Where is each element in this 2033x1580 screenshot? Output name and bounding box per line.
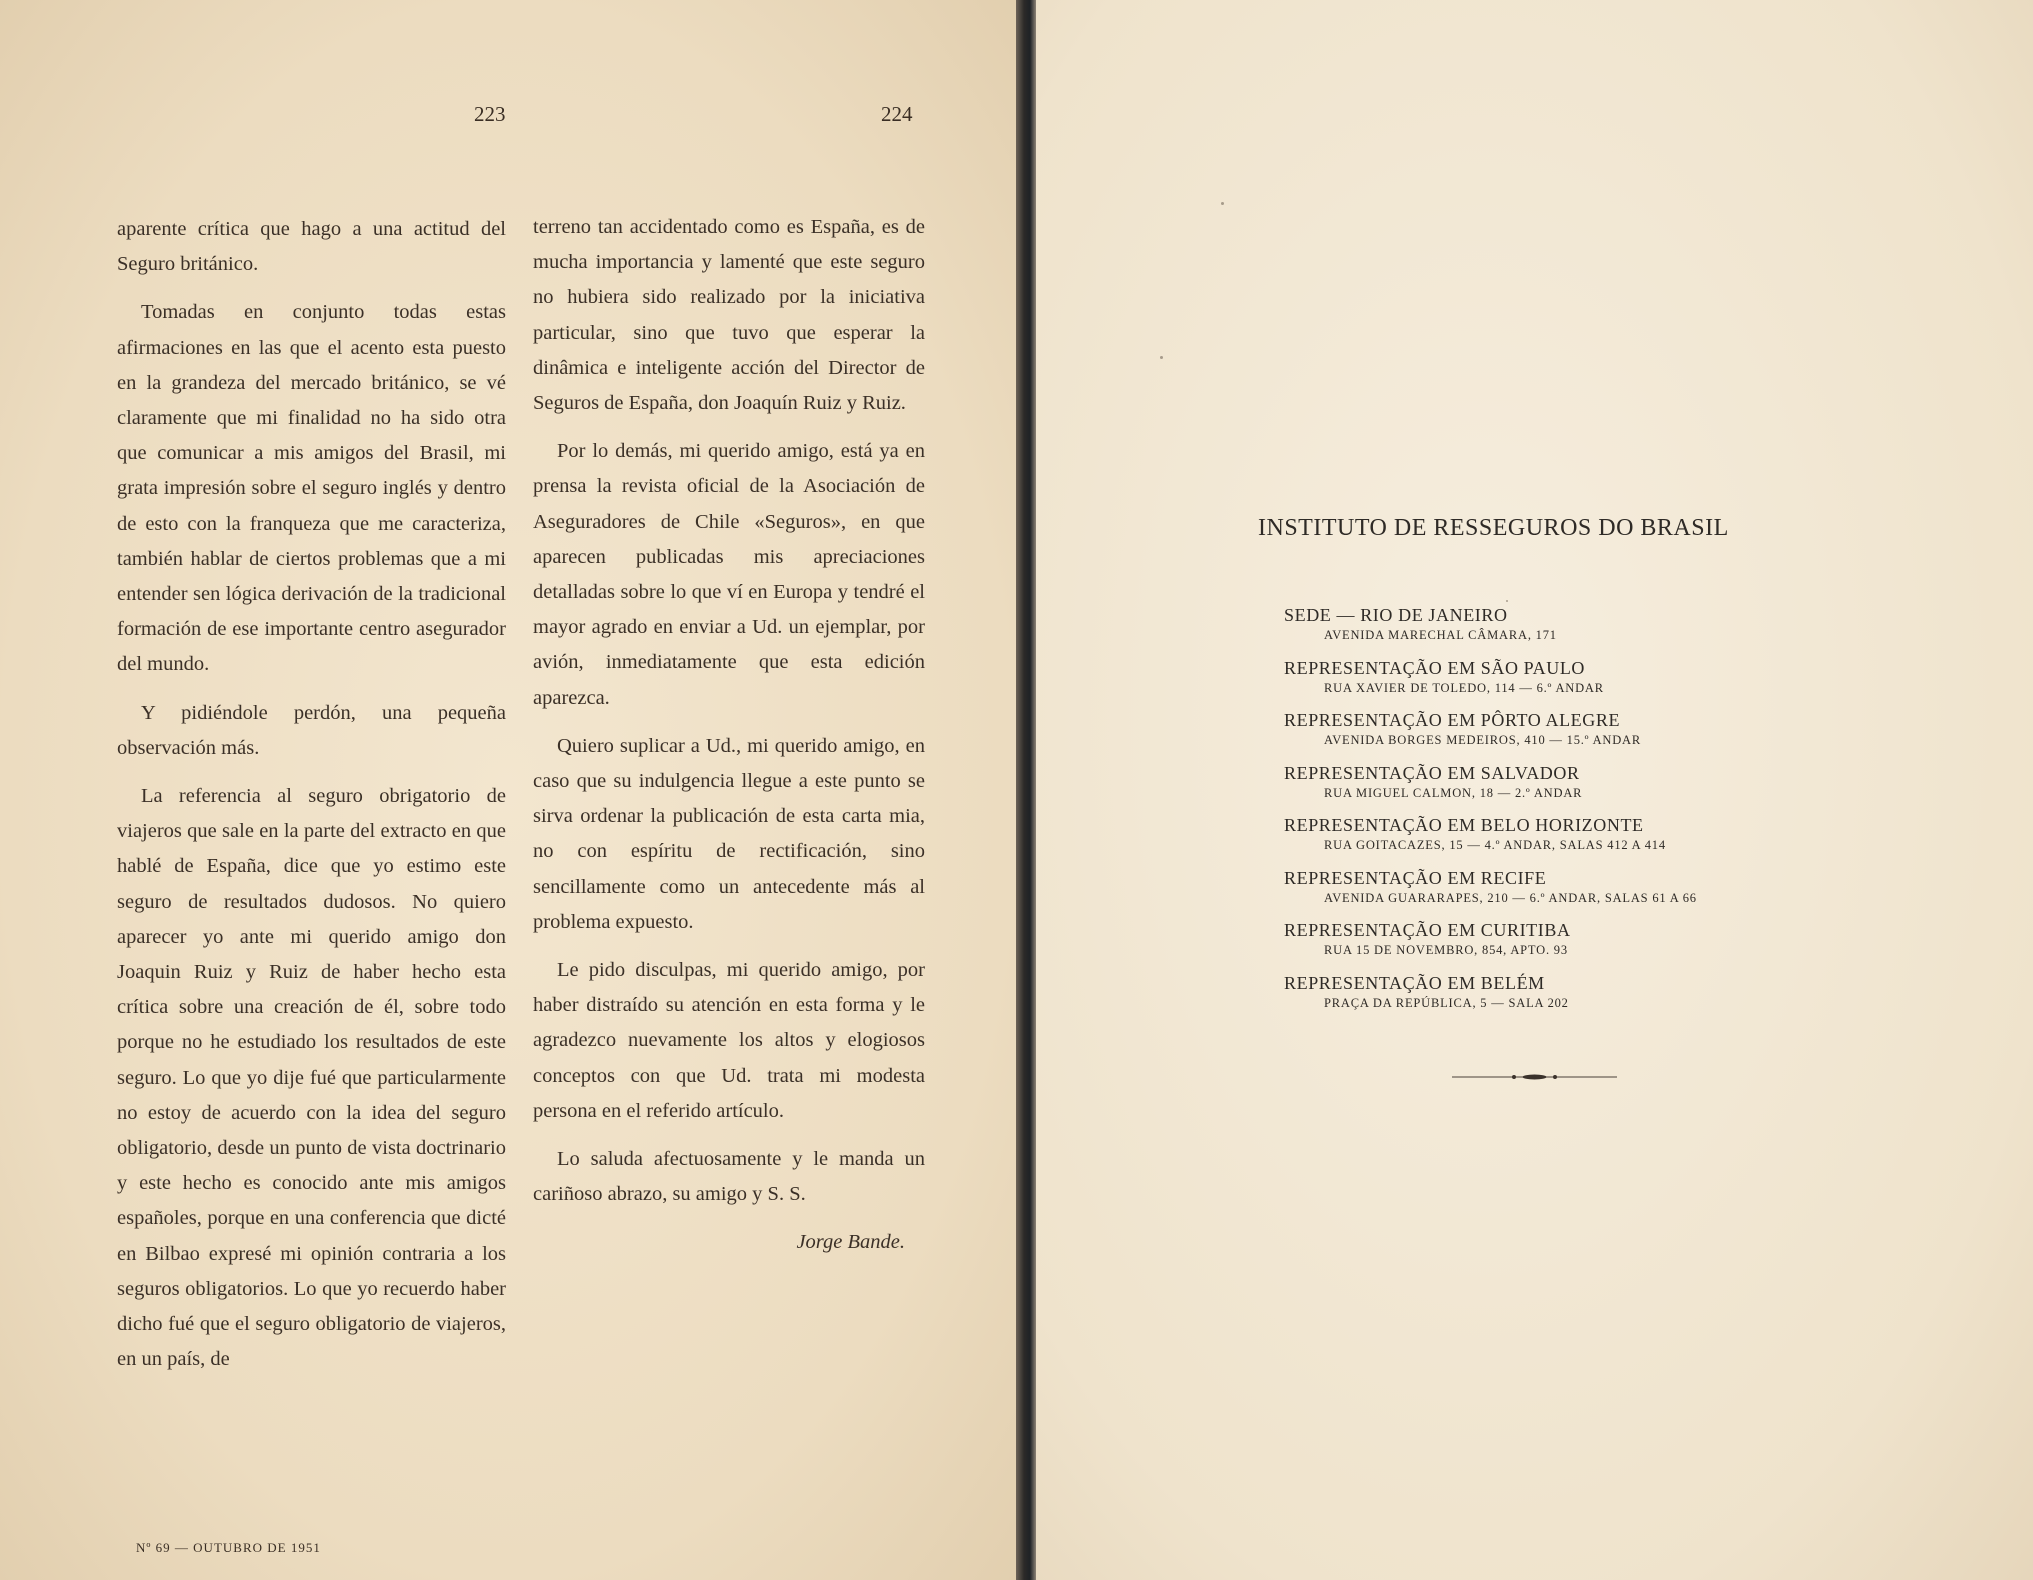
issue-footer: Nº 69 — OUTUBRO DE 1951: [136, 1540, 321, 1555]
office-name: REPRESENTAÇÃO EM CURITIBA: [1284, 920, 1571, 940]
office-name: REPRESENTAÇÃO EM RECIFE: [1284, 867, 1547, 888]
page-number-224: 224: [881, 102, 913, 126]
list-item: [1284, 919, 1697, 972]
paragraph: La referencia al seguro obrigatorio de viajeros que sale en la parte del extracto en que hablé de España, dice que yo estimo este seguro de resultados dudosos. No quiero aparecer yo ante mi querido amigo don Joaquin Ruiz y Ruiz de haber hecho esta crítica sobre una creación de él, sobre todo porque no he estudiado los resultados de este seguro. Lo que yo dije fué que particularmente no estoy de acuerdo con la idea del seguro obligatorio, desde un punto de vista doctrinario y este hecho es conocido ante mis amigos españoles, porque en una conferencia que dicté en Bilbao expresé mi opinión contraria a los seguros obligatorios. Lo que yo recuerdo haber dicho fué que el seguro obligatorio de viajeros, en un país, de: [117, 785, 506, 1371]
list-item: [1284, 604, 1697, 657]
page-number-223: 223: [474, 102, 506, 126]
paper-speck: [1160, 356, 1163, 359]
office-name: REPRESENTAÇÃO EM PÔRTO ALEGRE: [1284, 710, 1621, 730]
paragraph: aparente crítica que hago a una actitud del Seguro británico.: [117, 218, 506, 276]
paragraph: Por lo demás, mi querido amigo, está ya en prensa la revista oficial de la Asociación de Aseguradores de Chile «Seguros», en que aparecen publicadas mis apreciaciones detalladas sobre lo que ví en Europa y tendré el mayor agrado en enviar a Ud. un ejemplar, por avión, inmediatamente que esta edición aparezca.: [533, 440, 925, 709]
office-address: AVENIDA GUARARAPES, 210 — 6.º ANDAR, SALAS 61 A 66: [1324, 890, 1697, 905]
list-item: [1284, 709, 1697, 762]
office-address: RUA MIGUEL CALMON, 18 — 2.º ANDAR: [1324, 785, 1583, 800]
office-address: AVENIDA MARECHAL CÂMARA, 171: [1324, 628, 1557, 642]
paragraph: Y pidiéndole perdón, una pequeña observación más.: [117, 701, 506, 759]
office-name: SEDE — RIO DE JANEIRO: [1284, 605, 1508, 625]
list-item: [1284, 867, 1697, 920]
paper-speck: [1506, 600, 1508, 602]
office-name: REPRESENTAÇÃO EM SALVADOR: [1284, 762, 1580, 783]
text-column-1: [117, 212, 506, 1391]
paragraph: terreno tan accidentado como es España, es de mucha importancia y lamenté que este seguro no hubiera sido realizado por la iniciativa particular, sino que tuvo que esperar la dinâmica e inteligente acción del Director de Seguros de España, don Joaquín Ruiz y Ruiz.: [533, 216, 925, 415]
office-address: PRAÇA DA REPÚBLICA, 5 — SALA 202: [1324, 995, 1569, 1010]
paragraph: Le pido disculpas, mi querido amigo, por haber distraído su atención en esta forma y le agradezco nuevamente los altos y elogiosos conceptos con que Ud. trata mi modesta persona en el referido artículo.: [533, 959, 925, 1122]
institute-title: INSTITUTO DE RESSEGUROS DO BRASIL: [1258, 515, 1729, 541]
list-item: [1284, 972, 1697, 1025]
office-name: REPRESENTAÇÃO EM BELO HORIZONTE: [1284, 815, 1644, 835]
signature: Jorge Bande.: [796, 1231, 905, 1254]
office-name: REPRESENTAÇÃO EM SÃO PAULO: [1284, 657, 1586, 678]
office-address: RUA 15 DE NOVEMBRO, 854, APTO. 93: [1324, 943, 1568, 957]
office-address: RUA XAVIER DE TOLEDO, 114 — 6.º ANDAR: [1324, 680, 1604, 695]
list-item: [1284, 762, 1697, 815]
paragraph: Tomadas en conjunto todas estas afirmaciones en las que el acento esta puesto en la grandeza del mercado británico, se vé claramente que mi finalidad no ha sido otra que comunicar a mis amigos del Brasil, mi grata impresión sobre el seguro inglés y dentro de esto con la franqueza que me caracteriza, también hablar de ciertos problemas que a mi entender sen lógica derivación de la tradicional formación de ese importante centro asegurador del mundo.: [117, 301, 506, 676]
ornament-divider: [1452, 1074, 1617, 1080]
text-column-2: [533, 210, 925, 1261]
paragraph: Lo saluda afectuosamente y le manda un cariñoso abrazo, su amigo y S. S.: [533, 1148, 925, 1206]
paper-speck: [1221, 202, 1224, 205]
office-address: RUA GOITACAZES, 15 — 4.º ANDAR, SALAS 412 A 414: [1324, 838, 1666, 852]
representations-list: [1284, 604, 1697, 1024]
left-page: [0, 0, 1016, 1580]
office-name: REPRESENTAÇÃO EM BELÉM: [1284, 972, 1545, 993]
paragraph: Quiero suplicar a Ud., mi querido amigo, en caso que su indulgencia llegue a este punto se sirva ordenar la publicación de esta carta mia, no con espíritu de rectificación, sino sencillamente como un antecedente más al problema expuesto.: [533, 734, 925, 933]
office-address: AVENIDA BORGES MEDEIROS, 410 — 15.º ANDAR: [1324, 733, 1642, 747]
list-item: [1284, 657, 1697, 710]
list-item: [1284, 814, 1697, 867]
book-gutter: [1016, 0, 1036, 1580]
